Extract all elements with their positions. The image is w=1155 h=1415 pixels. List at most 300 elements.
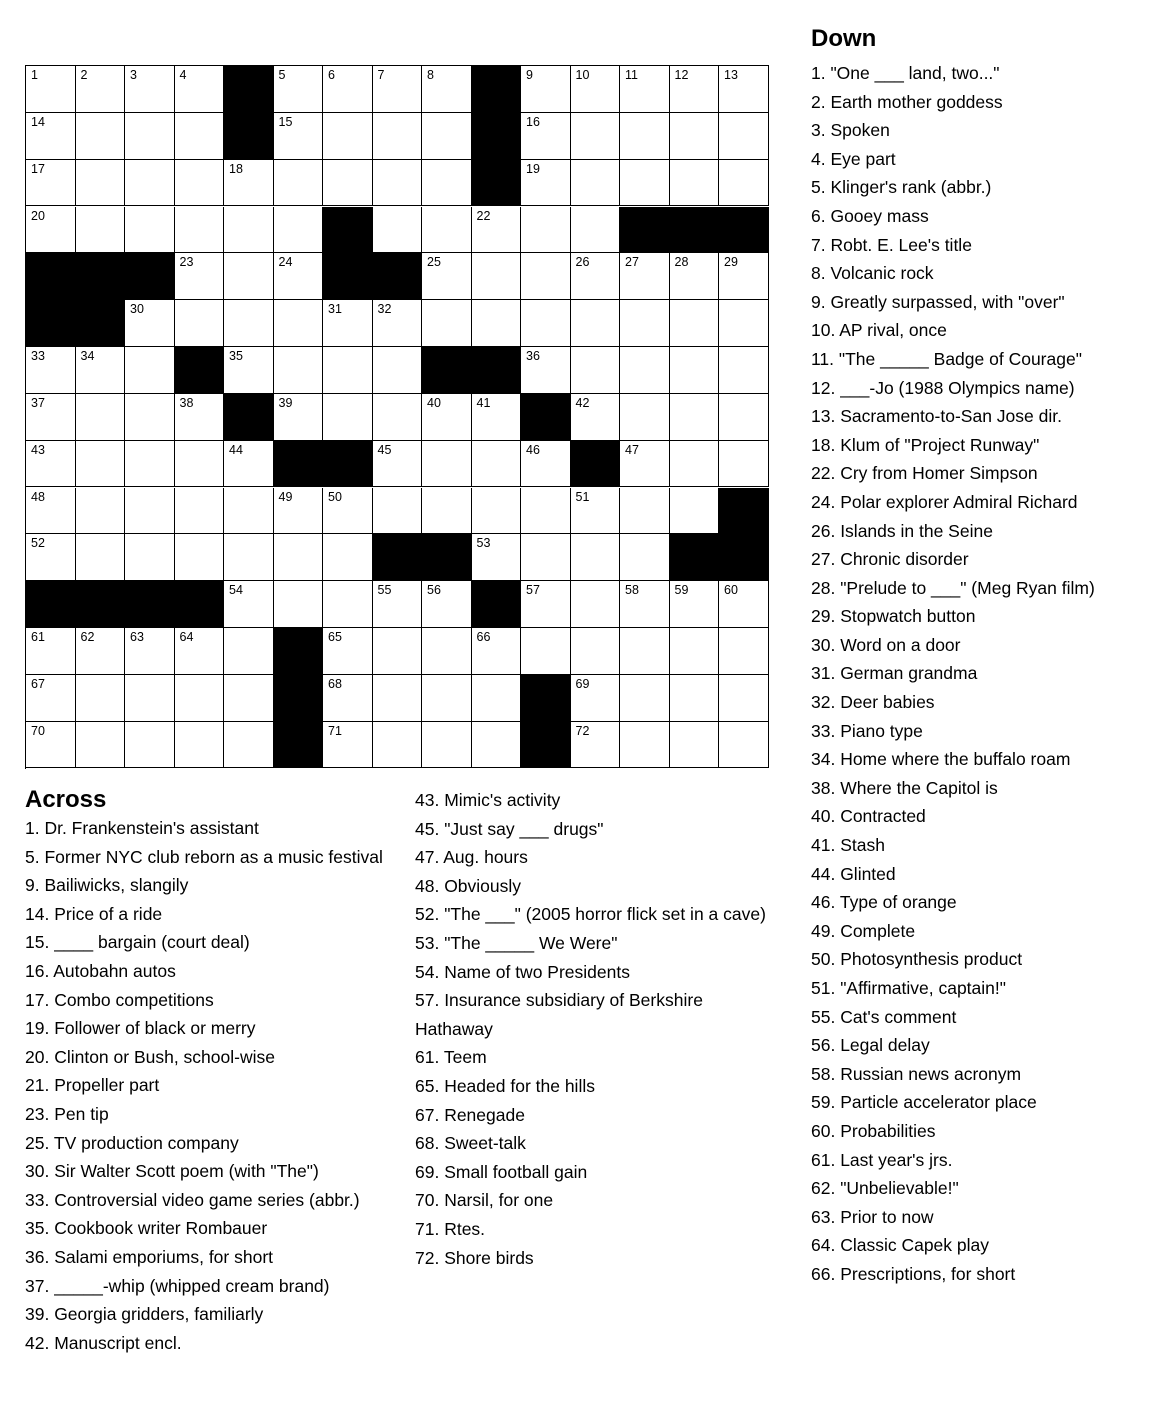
grid-cell[interactable]: [125, 66, 175, 113]
grid-cell[interactable]: [76, 488, 126, 535]
grid-cell[interactable]: [224, 207, 274, 254]
grid-cell[interactable]: [26, 722, 76, 769]
grid-cell[interactable]: [175, 207, 225, 254]
grid-cell[interactable]: [620, 675, 670, 722]
grid-cell[interactable]: [125, 113, 175, 160]
grid-cell[interactable]: [274, 300, 324, 347]
grid-cell[interactable]: [274, 160, 324, 207]
down-clue: 64. Classic Capek play: [811, 1235, 989, 1256]
black-square: [274, 675, 324, 722]
black-square: [670, 207, 720, 254]
grid-cell[interactable]: [620, 300, 670, 347]
grid-cell[interactable]: [323, 300, 373, 347]
across-clue: 30. Sir Walter Scott poem (with "The"): [25, 1161, 319, 1182]
cell-number: 36: [526, 349, 540, 363]
grid-cell[interactable]: [422, 66, 472, 113]
across-clue: 57. Insurance subsidiary of Berkshire Hathaway: [415, 990, 703, 1039]
grid-cell[interactable]: [224, 628, 274, 675]
grid-cell[interactable]: [323, 160, 373, 207]
grid-cell[interactable]: [521, 160, 571, 207]
grid-cell[interactable]: [472, 722, 522, 769]
grid-cell[interactable]: [422, 394, 472, 441]
cell-number: 5: [278, 68, 286, 82]
grid-cell[interactable]: [472, 488, 522, 535]
down-clue: 59. Particle accelerator place: [811, 1092, 1037, 1113]
grid-cell[interactable]: [620, 488, 670, 535]
grid-cell[interactable]: [670, 113, 720, 160]
grid-cell[interactable]: [373, 113, 423, 160]
cell-number: 22: [476, 208, 491, 223]
grid-cell[interactable]: [274, 207, 324, 254]
down-clue: 30. Word on a door: [811, 634, 961, 655]
cell-number: 23: [179, 255, 194, 270]
grid-cell[interactable]: [422, 160, 472, 207]
grid-cell[interactable]: [26, 207, 76, 254]
grid-cell[interactable]: [571, 534, 621, 581]
grid-cell[interactable]: [224, 675, 274, 722]
cell-number: 6: [328, 68, 335, 82]
across-clue: 14. Price of a ride: [25, 903, 163, 924]
down-clue: 46. Type of orange: [811, 892, 957, 913]
cell-number: 66: [476, 630, 491, 644]
black-square: [422, 347, 472, 394]
cell-number: 28: [674, 255, 689, 270]
grid-cell[interactable]: [521, 628, 571, 675]
black-square: [719, 207, 769, 254]
across-clue-list-col1: [25, 814, 385, 1357]
black-square: [670, 534, 720, 581]
grid-cell[interactable]: [719, 113, 769, 160]
grid-cell[interactable]: [323, 66, 373, 113]
grid-cell[interactable]: [125, 534, 175, 581]
cell-number: 34: [80, 349, 95, 363]
down-clue: 22. Cry from Homer Simpson: [811, 463, 1038, 484]
grid-cell[interactable]: [719, 253, 769, 300]
grid-cell[interactable]: [323, 347, 373, 394]
grid-cell[interactable]: [26, 534, 76, 581]
grid-cell[interactable]: [620, 534, 670, 581]
grid-cell[interactable]: [26, 160, 76, 207]
grid-cell[interactable]: [175, 628, 225, 675]
grid-cell[interactable]: [571, 347, 621, 394]
grid-cell[interactable]: [76, 66, 126, 113]
grid-cell[interactable]: [125, 207, 175, 254]
grid-cell[interactable]: [670, 66, 720, 113]
grid-cell[interactable]: [323, 394, 373, 441]
down-clue: 51. "Affirmative, captain!": [811, 978, 1006, 998]
down-clue: 18. Klum of "Project Runway": [811, 434, 1040, 455]
black-square: [26, 300, 76, 347]
grid-cell[interactable]: [571, 628, 621, 675]
cell-number: 47: [625, 442, 639, 457]
grid-cell[interactable]: [472, 628, 522, 675]
grid-cell[interactable]: [26, 113, 76, 160]
grid-cell[interactable]: [620, 441, 670, 488]
grid-cell[interactable]: [373, 488, 423, 535]
across-clue: 17. Combo competitions: [25, 989, 214, 1010]
grid-cell[interactable]: [323, 722, 373, 769]
grid-cell[interactable]: [521, 207, 571, 254]
grid-cell[interactable]: [76, 113, 126, 160]
across-clue: 25. TV production company: [25, 1132, 239, 1153]
grid-cell[interactable]: [571, 160, 621, 207]
cell-number: 9: [526, 68, 533, 82]
grid-cell[interactable]: [422, 488, 472, 535]
down-clue: 26. Islands in the Seine: [811, 520, 993, 541]
grid-cell[interactable]: [521, 441, 571, 488]
grid-cell[interactable]: [422, 675, 472, 722]
grid-cell[interactable]: [373, 675, 423, 722]
grid-cell[interactable]: [620, 160, 670, 207]
black-square: [323, 253, 373, 300]
cell-number: 69: [575, 676, 590, 691]
grid-cell[interactable]: [571, 675, 621, 722]
grid-cell[interactable]: [719, 347, 769, 394]
down-clue: 41. Stash: [811, 835, 885, 856]
grid-cell[interactable]: [719, 628, 769, 675]
grid-cell[interactable]: [125, 441, 175, 488]
grid-cell[interactable]: [571, 66, 621, 113]
grid-cell[interactable]: [76, 347, 126, 394]
black-square: [26, 581, 76, 628]
grid-cell[interactable]: [719, 441, 769, 488]
grid-cell[interactable]: [274, 347, 324, 394]
grid-cell[interactable]: [373, 394, 423, 441]
cell-number: 17: [31, 161, 45, 176]
cell-number: 62: [80, 630, 95, 644]
cell-number: 55: [377, 583, 392, 598]
cell-number: 57: [526, 583, 540, 598]
grid-cell[interactable]: [373, 207, 423, 254]
grid-cell[interactable]: [472, 675, 522, 722]
grid-cell[interactable]: [521, 66, 571, 113]
black-square: [224, 394, 274, 441]
black-square: [274, 628, 324, 675]
black-square: [76, 300, 126, 347]
black-square: [472, 66, 522, 113]
grid-cell[interactable]: [373, 66, 423, 113]
grid-cell[interactable]: [274, 581, 324, 628]
black-square: [571, 441, 621, 488]
down-clue: 8. Volcanic rock: [811, 263, 934, 284]
across-clue: 69. Small football gain: [415, 1161, 588, 1182]
across-clue: 61. Teem: [415, 1047, 487, 1068]
cell-number: 53: [476, 536, 491, 551]
across-clue: 70. Narsil, for one: [415, 1190, 554, 1211]
grid-cell[interactable]: [175, 394, 225, 441]
grid-cell[interactable]: [274, 488, 324, 535]
cell-number: 50: [328, 489, 342, 504]
grid-cell[interactable]: [571, 113, 621, 160]
grid-cell[interactable]: [620, 66, 670, 113]
down-clue: 66. Prescriptions, for short: [811, 1263, 1016, 1284]
grid-cell[interactable]: [719, 160, 769, 207]
grid-cell[interactable]: [670, 160, 720, 207]
across-clue: 20. Clinton or Bush, school-wise: [25, 1046, 275, 1067]
down-clue: 31. German grandma: [811, 663, 978, 684]
cell-number: 20: [31, 208, 45, 223]
grid-cell[interactable]: [373, 347, 423, 394]
across-clue: 53. "The _____ We Were": [415, 932, 618, 953]
grid-cell[interactable]: [224, 722, 274, 769]
grid-cell[interactable]: [323, 581, 373, 628]
grid-cell[interactable]: [175, 675, 225, 722]
grid-cell[interactable]: [472, 207, 522, 254]
grid-cell[interactable]: [175, 253, 225, 300]
cell-number: 44: [229, 442, 243, 457]
across-clue-list-col2: [415, 786, 775, 1272]
grid-cell[interactable]: [422, 207, 472, 254]
grid-cell[interactable]: [719, 581, 769, 628]
cell-number: 71: [328, 723, 342, 738]
grid-cell[interactable]: [26, 394, 76, 441]
across-clue: 15. ____ bargain (court deal): [25, 932, 250, 953]
grid-cell[interactable]: [224, 534, 274, 581]
down-clue: 50. Photosynthesis product: [811, 949, 1023, 970]
grid-cell[interactable]: [175, 534, 225, 581]
grid-cell[interactable]: [670, 441, 720, 488]
grid-cell[interactable]: [125, 675, 175, 722]
grid-cell[interactable]: [472, 253, 522, 300]
grid-cell[interactable]: [125, 300, 175, 347]
grid-cell[interactable]: [571, 207, 621, 254]
across-clue: 52. "The ___" (2005 horror flick set in a cave): [415, 904, 766, 925]
cell-number: 63: [130, 630, 144, 644]
grid-cell[interactable]: [472, 534, 522, 581]
grid-cell[interactable]: [175, 300, 225, 347]
grid-cell[interactable]: [719, 722, 769, 769]
across-clue: 9. Bailiwicks, slangily: [25, 875, 189, 896]
grid-cell[interactable]: [719, 394, 769, 441]
cell-number: 4: [179, 68, 187, 82]
grid-cell[interactable]: [719, 675, 769, 722]
cell-number: 42: [575, 395, 590, 410]
cell-number: 40: [427, 395, 441, 410]
grid-cell[interactable]: [26, 628, 76, 675]
cell-number: 59: [674, 583, 689, 598]
cell-number: 13: [724, 68, 738, 82]
grid-cell[interactable]: [26, 347, 76, 394]
cell-number: 41: [476, 395, 491, 410]
grid-cell[interactable]: [670, 253, 720, 300]
grid-cell[interactable]: [224, 253, 274, 300]
grid-cell[interactable]: [175, 722, 225, 769]
grid-cell[interactable]: [224, 441, 274, 488]
across-clue: 68. Sweet-talk: [415, 1133, 526, 1154]
grid-cell[interactable]: [620, 253, 670, 300]
grid-cell[interactable]: [26, 66, 76, 113]
cell-number: 49: [278, 489, 293, 504]
grid-cell[interactable]: [224, 347, 274, 394]
grid-cell[interactable]: [125, 394, 175, 441]
cell-number: 37: [31, 395, 45, 410]
grid-cell[interactable]: [76, 207, 126, 254]
across-clue: 65. Headed for the hills: [415, 1075, 595, 1096]
grid-cell[interactable]: [175, 113, 225, 160]
grid-cell[interactable]: [274, 394, 324, 441]
black-square: [323, 441, 373, 488]
black-square: [472, 581, 522, 628]
down-clue: 10. AP rival, once: [811, 320, 947, 341]
grid-cell[interactable]: [125, 722, 175, 769]
cell-number: 15: [278, 114, 293, 129]
grid-cell[interactable]: [373, 722, 423, 769]
grid-cell[interactable]: [224, 160, 274, 207]
grid-cell[interactable]: [323, 488, 373, 535]
grid-cell[interactable]: [274, 253, 324, 300]
grid-cell[interactable]: [719, 66, 769, 113]
grid-cell[interactable]: [620, 722, 670, 769]
grid-cell[interactable]: [620, 394, 670, 441]
down-clue: 40. Contracted: [811, 806, 926, 827]
grid-cell[interactable]: [76, 441, 126, 488]
down-clue: 62. "Unbelievable!": [811, 1178, 959, 1199]
black-square: [719, 488, 769, 535]
black-square: [521, 675, 571, 722]
across-clue: 54. Name of two Presidents: [415, 961, 630, 982]
grid-cell[interactable]: [620, 581, 670, 628]
down-clue: 38. Where the Capitol is: [811, 777, 998, 798]
grid-cell[interactable]: [620, 628, 670, 675]
black-square: [274, 441, 324, 488]
grid-cell[interactable]: [719, 300, 769, 347]
grid-cell[interactable]: [76, 722, 126, 769]
grid-cell[interactable]: [521, 300, 571, 347]
grid-cell[interactable]: [125, 628, 175, 675]
grid-cell[interactable]: [274, 534, 324, 581]
grid-cell[interactable]: [422, 300, 472, 347]
across-clue: 33. Controversial video game series (abbr.): [25, 1189, 360, 1210]
grid-cell[interactable]: [373, 581, 423, 628]
down-clue: 5. Klinger's rank (abbr.): [811, 177, 992, 198]
across-clue: 42. Manuscript encl.: [25, 1332, 182, 1353]
grid-cell[interactable]: [175, 441, 225, 488]
cell-number: 58: [625, 583, 639, 598]
grid-cell[interactable]: [571, 722, 621, 769]
grid-cell[interactable]: [323, 628, 373, 675]
grid-cell[interactable]: [521, 488, 571, 535]
black-square: [175, 347, 225, 394]
across-clue: 5. Former NYC club reborn as a music festival: [25, 846, 383, 867]
black-square: [620, 207, 670, 254]
cell-number: 19: [526, 161, 540, 176]
grid-cell[interactable]: [175, 66, 225, 113]
grid-cell[interactable]: [76, 394, 126, 441]
grid-cell[interactable]: [472, 300, 522, 347]
cell-number: 11: [625, 68, 638, 82]
grid-cell[interactable]: [76, 675, 126, 722]
grid-cell[interactable]: [323, 675, 373, 722]
black-square: [373, 253, 423, 300]
grid-cell[interactable]: [571, 253, 621, 300]
grid-cell[interactable]: [571, 394, 621, 441]
grid-cell[interactable]: [670, 394, 720, 441]
grid-cell[interactable]: [571, 488, 621, 535]
down-clue: 49. Complete: [811, 920, 916, 941]
cell-number: 29: [724, 255, 738, 270]
grid-cell[interactable]: [472, 441, 522, 488]
grid-cell[interactable]: [670, 300, 720, 347]
grid-cell[interactable]: [373, 300, 423, 347]
grid-cell[interactable]: [76, 534, 126, 581]
grid-cell[interactable]: [175, 160, 225, 207]
grid-cell[interactable]: [125, 160, 175, 207]
down-clue: 12. ___-Jo (1988 Olympics name): [811, 377, 1075, 398]
grid-cell[interactable]: [373, 628, 423, 675]
grid-cell[interactable]: [125, 347, 175, 394]
grid-cell[interactable]: [274, 66, 324, 113]
grid-cell[interactable]: [26, 441, 76, 488]
grid-cell[interactable]: [422, 113, 472, 160]
grid-cell[interactable]: [521, 113, 571, 160]
cell-number: 35: [229, 349, 243, 363]
grid-cell[interactable]: [521, 534, 571, 581]
grid-cell[interactable]: [26, 488, 76, 535]
down-clue: 32. Deer babies: [811, 692, 935, 713]
grid-cell[interactable]: [670, 581, 720, 628]
grid-cell[interactable]: [125, 488, 175, 535]
grid-cell[interactable]: [422, 628, 472, 675]
grid-cell[interactable]: [571, 581, 621, 628]
grid-cell[interactable]: [670, 722, 720, 769]
grid-cell[interactable]: [620, 113, 670, 160]
grid-cell[interactable]: [323, 534, 373, 581]
black-square: [175, 581, 225, 628]
grid-cell[interactable]: [422, 722, 472, 769]
grid-cell[interactable]: [571, 300, 621, 347]
grid-cell[interactable]: [323, 113, 373, 160]
cell-number: 56: [427, 583, 441, 598]
down-clue: 29. Stopwatch button: [811, 606, 976, 627]
black-square: [76, 581, 126, 628]
grid-cell[interactable]: [76, 160, 126, 207]
black-square: [26, 253, 76, 300]
grid-cell[interactable]: [521, 253, 571, 300]
grid-cell[interactable]: [373, 160, 423, 207]
grid-cell[interactable]: [373, 441, 423, 488]
grid-cell[interactable]: [422, 253, 472, 300]
grid-cell[interactable]: [224, 581, 274, 628]
grid-cell[interactable]: [26, 675, 76, 722]
cell-number: 8: [427, 68, 434, 82]
cell-number: 54: [229, 583, 243, 598]
grid-cell[interactable]: [224, 300, 274, 347]
grid-cell[interactable]: [175, 488, 225, 535]
cell-number: 1: [31, 68, 38, 82]
grid-cell[interactable]: [670, 675, 720, 722]
cell-number: 46: [526, 442, 540, 457]
grid-cell[interactable]: [422, 441, 472, 488]
grid-cell[interactable]: [274, 113, 324, 160]
black-square: [323, 207, 373, 254]
grid-cell[interactable]: [472, 394, 522, 441]
grid-cell[interactable]: [620, 347, 670, 394]
grid-cell[interactable]: [422, 581, 472, 628]
grid-cell[interactable]: [76, 628, 126, 675]
grid-cell[interactable]: [521, 581, 571, 628]
cell-number: 72: [575, 723, 590, 738]
grid-cell[interactable]: [670, 347, 720, 394]
cell-number: 48: [31, 489, 45, 504]
grid-cell[interactable]: [224, 488, 274, 535]
grid-cell[interactable]: [670, 628, 720, 675]
cell-number: 26: [575, 255, 590, 270]
down-clue: 55. Cat's comment: [811, 1006, 957, 1027]
cell-number: 67: [31, 676, 45, 691]
grid-cell[interactable]: [670, 488, 720, 535]
grid-cell[interactable]: [521, 347, 571, 394]
black-square: [274, 722, 324, 769]
